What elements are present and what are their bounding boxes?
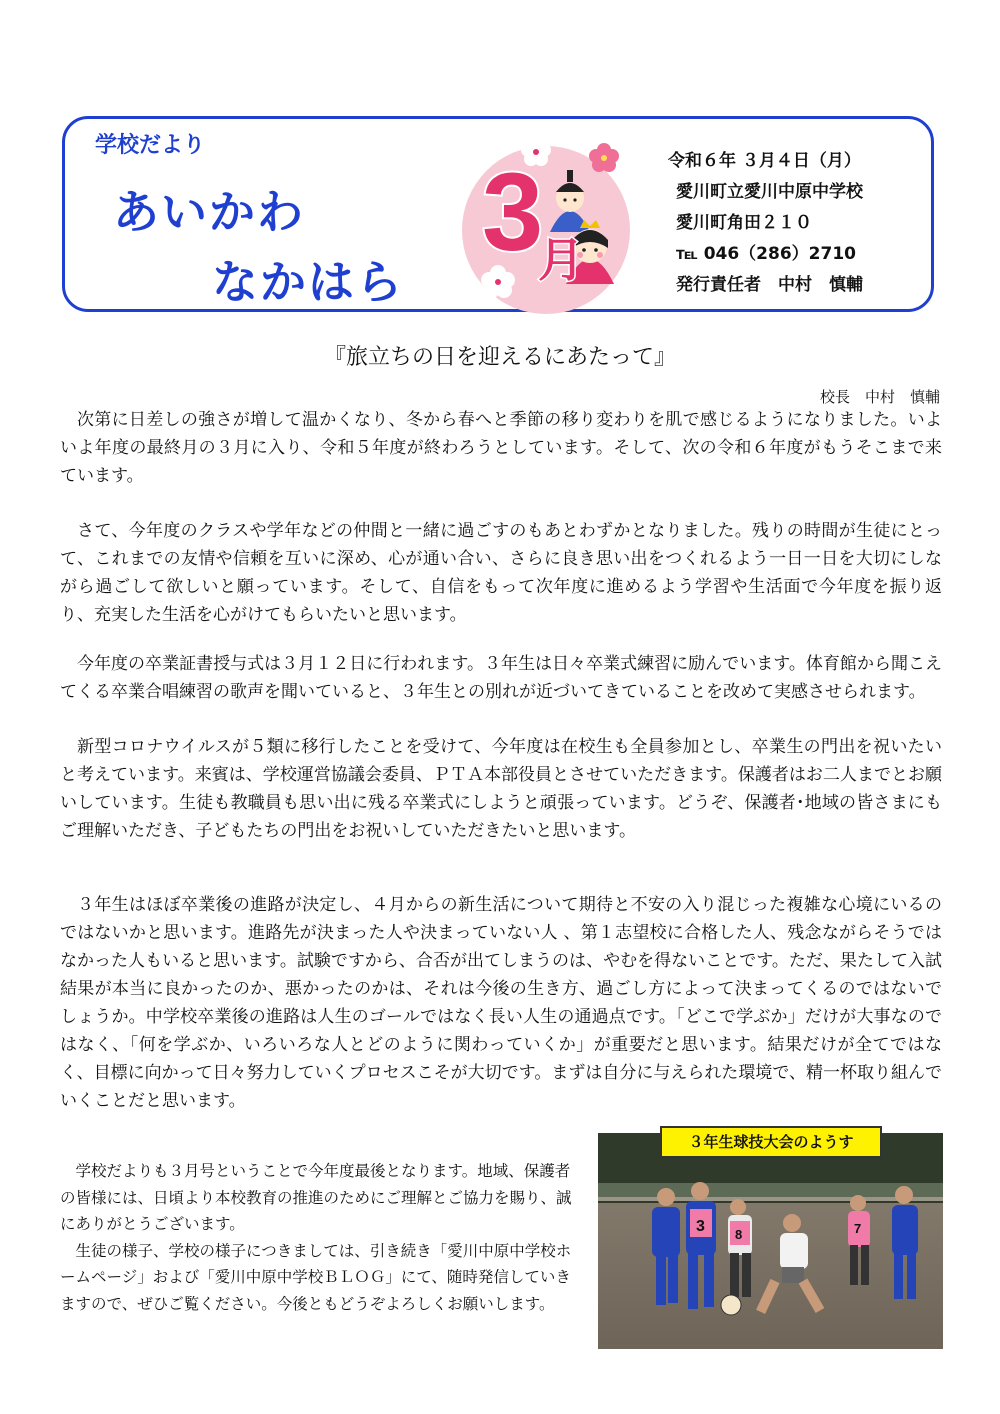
month-illustration <box>452 122 648 318</box>
photo-caption: ３年生球技大会のようす <box>660 1126 882 1158</box>
school-address: 愛川町角田２１０ <box>676 213 812 233</box>
paragraph-text: 新型コロナウイルスが５類に移行したことを受けて、今年度は在校生も全員参加とし、卒業生の門出を祝いたいと考えています。来賓は、学校運営協議会委員、ＰＴＡ本部役員とさせていただきます。保護者はお二人までとお願いしています。生徒も教職員も思い出に残る卒業式にしようと頑張っています。どうぞ、保護者･地域の皆さまにもご理解いただき、子どもたちの門出をお祝いしていただきたいと思います。 <box>60 737 942 841</box>
newsletter-title-line2: なかはら <box>212 255 404 309</box>
closing-message <box>60 1158 580 1317</box>
plum-blossom-icon <box>589 143 619 172</box>
closing-paragraph: 生徒の様子、学校の様子につきましては、引き続き「愛川中原中学校ホームページ」および「愛川中原中学校ＢＬＯＧ」にて、随時発信していきますので、ぜひご覧ください。今後ともどうぞよろしくお願いします。 <box>60 1241 572 1313</box>
month-number: 3 <box>482 151 544 274</box>
newsletter-label: 学校だより <box>95 133 206 158</box>
bib-number: 3 <box>696 1218 705 1235</box>
bib-number: 7 <box>854 1221 862 1236</box>
school-name: 愛川町立愛川中原中学校 <box>676 182 863 202</box>
article-author: 校長 中村 慎輔 <box>819 388 940 406</box>
article-paragraph-1 <box>60 406 942 490</box>
sports-day-photo <box>598 1133 943 1349</box>
issue-date: 令和６年 ３月４日（月） <box>668 151 861 171</box>
article-paragraph-2 <box>60 517 942 629</box>
soccer-ball-icon <box>721 1295 741 1315</box>
article-paragraph-4 <box>60 733 942 845</box>
paragraph-text: さて、今年度のクラスや学年などの仲間と一緒に過ごすのもあとわずかとなりました。残りの時間が生徒にとって、これまでの友情や信頼を互いに深め、心が通い合い、さらに良き思い出をつくれるよう一日一日を大切にしながら過ごして欲しいと願っています。そして、自信をもって次年度に進めるよう学習や生活面で今年度を振り返り、充実した生活を心がけてもらいたいと思います。 <box>60 521 942 625</box>
article-title: 『旅立ちの日を迎えるにあたって』 <box>323 345 676 370</box>
paragraph-text: 次第に日差しの強さが増して温かくなり、冬から春へと季節の移り変わりを肌で感じるようになりました。いよいよ年度の最終月の３月に入り、令和５年度が終わろうとしています。そして、次の令和６年度がもうそこまで来ています。 <box>60 410 942 486</box>
newsletter-title-line1: あいかわ <box>113 185 305 239</box>
month-char: 月 <box>538 233 584 287</box>
paragraph-text: ３年生はほぼ卒業後の進路が決定し、４月からの新生活について期待と不安の入り混じった複雑な心境にいるのではないかと思います。進路先が決まった人や決まっていない人 、第１志望校に合格した人、残念ながらそうではなかった人もいると思います。試験ですから、合否が出てしまうのは、やむを得ないことです。ただ、果たして入試結果が本当に良かったのか、悪かったのかは、それは今後の生き方、過ごし方によって決まってくるのではないでしょうか。中学校卒業後の進路は人生のゴールではなく長い人生の通過点です。「どこで学ぶか」だけが大事なのではなく、「何を学ぶか、いろいろな人とどのように関わっていくか」が重要だと思います。結果だけが全てではなく、目標に向かって日々努力していくプロセスこそが大切です。まずは自分に与えられた環境で、精一杯取り組んでいくことだと思います。 <box>60 895 942 1111</box>
bib-number: 8 <box>735 1227 743 1242</box>
closing-paragraph: 学校だよりも３月号ということで今年度最後となります。地域、保護者の皆様には、日頃より本校教育の推進のためにご理解とご協力を賜り、誠にありがとうございます。 <box>60 1162 572 1233</box>
publisher: 発行責任者 中村 慎輔 <box>676 275 863 295</box>
issue-info <box>668 146 863 301</box>
paragraph-text: 今年度の卒業証書授与式は３月１２日に行われます。３年生は日々卒業式練習に励んでいます。体育館から聞こえてくる卒業合唱練習の歌声を聞いていると、３年生との別れが近づいてきていることを改めて実感させられます。 <box>60 654 942 702</box>
article-paragraph-3 <box>60 650 942 706</box>
article-paragraph-5 <box>60 891 942 1115</box>
school-tel: ℡ 046（286）2710 <box>676 244 856 264</box>
